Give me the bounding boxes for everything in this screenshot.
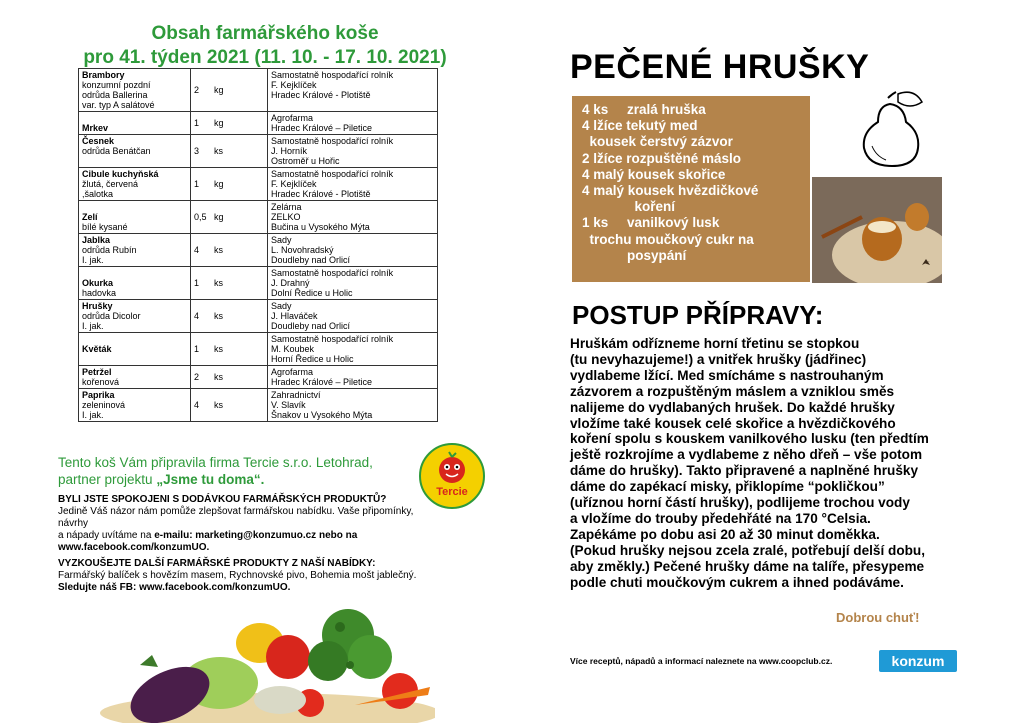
product-line xyxy=(82,268,187,278)
vegetables-image xyxy=(100,595,435,723)
table-row xyxy=(79,201,438,234)
offer-line2: Sledujte náš FB: www.facebook.com/konzumUO. xyxy=(58,582,291,593)
product-line: Česnek xyxy=(82,136,115,146)
product-cell xyxy=(79,267,191,300)
supplier-line: Agrofarma xyxy=(271,113,314,123)
supplier-line: ZELKO xyxy=(271,212,301,222)
product-line: odrůda Benátčan xyxy=(82,146,151,156)
ingredient-line: trochu moučkový cukr na xyxy=(582,231,754,247)
product-line: Jablka xyxy=(82,235,111,245)
supplier-cell xyxy=(268,333,438,366)
quantity-cell: 1 ks xyxy=(191,333,268,366)
ingredient-line: koření xyxy=(582,199,676,215)
product-line: I. jak. xyxy=(82,255,104,265)
product-line: Květák xyxy=(82,344,112,354)
supplier-line: Sady xyxy=(271,301,292,311)
baked-pears-photo xyxy=(812,177,942,283)
product-cell xyxy=(79,333,191,366)
konzum-logo xyxy=(879,650,957,672)
ingredient-line: 4 lžíce tekutý med xyxy=(582,118,698,134)
offer-block xyxy=(58,558,438,594)
product-cell xyxy=(79,168,191,201)
postup-line: aby změkly.) Pečené hrušky dáme na talíře, přesypeme xyxy=(570,558,925,574)
product-line: Zelí xyxy=(82,212,98,222)
supplier-cell xyxy=(268,168,438,201)
supplier-line: Hradec Králové – Piletice xyxy=(271,377,373,387)
supplier-line: Hradec Králové – Piletice xyxy=(271,123,373,133)
postup-text xyxy=(570,336,970,591)
product-cell xyxy=(79,135,191,168)
postup-line: ještě rozkrojíme a vydlabeme z něho dřeň – vše potom xyxy=(570,447,923,463)
offer-heading: VYZKOUŠEJTE DALŠÍ FARMÁŘSKÉ PRODUKTY Z NAŠÍ NABÍDKY: xyxy=(58,558,376,569)
supplier-line: Horní Ředice u Holic xyxy=(271,354,354,364)
basket-title-line1: Obsah farmářského koše xyxy=(151,23,379,44)
supplier-line: Šnakov u Vysokého Mýta xyxy=(271,410,373,420)
product-line xyxy=(82,334,187,344)
supplier-line: Zelárna xyxy=(271,202,302,212)
supplier-cell xyxy=(268,201,438,234)
supplier-cell xyxy=(268,69,438,112)
postup-line: a vložíme do trouby předehřáté na 170 °Celsia. xyxy=(570,510,871,526)
supplier-line: Samostatně hospodařící rolník xyxy=(271,136,394,146)
tercie-note xyxy=(58,454,418,488)
supplier-line: Zahradnictví xyxy=(271,390,321,400)
supplier-cell xyxy=(268,267,438,300)
quantity-cell: 1 kg xyxy=(191,112,268,135)
postup-line: Zapékáme po dobu asi 20 až 30 minut doměkka. xyxy=(570,526,880,542)
quantity-cell: 0,5 kg xyxy=(191,201,268,234)
product-line: I. jak. xyxy=(82,410,104,420)
ingredients-box xyxy=(572,96,810,282)
supplier-line: Samostatně hospodařící rolník xyxy=(271,169,394,179)
product-line: Hrušky xyxy=(82,301,113,311)
supplier-line: Samostatně hospodařící rolník xyxy=(271,70,394,80)
postup-line: zázvorem a rozpuštěným máslem a vzniklou směs xyxy=(570,383,895,399)
product-line: Cibule kuchyňská xyxy=(82,169,159,179)
product-line: Brambory xyxy=(82,70,125,80)
quantity-cell: 3 ks xyxy=(191,135,268,168)
product-line: I. jak. xyxy=(82,321,104,331)
product-cell xyxy=(79,112,191,135)
product-line: odrůda Dicolor xyxy=(82,311,141,321)
table-row xyxy=(79,168,438,201)
supplier-line: Doudleby nad Orlicí xyxy=(271,255,351,265)
product-cell xyxy=(79,234,191,267)
supplier-line: Agrofarma xyxy=(271,367,314,377)
supplier-line: F. Kejklíček xyxy=(271,80,317,90)
quantity-cell: 2 ks xyxy=(191,366,268,389)
product-line: žlutá, červená xyxy=(82,179,139,189)
ingredient-line: 4 ks zralá hruška xyxy=(582,102,706,117)
product-line: Paprika xyxy=(82,390,115,400)
product-line: var. typ A salátové xyxy=(82,100,155,110)
tercie-line1: Tento koš Vám připravila firma Tercie s.r.o. Letohrad, xyxy=(58,455,373,470)
product-line: ,šalotka xyxy=(82,189,114,199)
product-line: hadovka xyxy=(82,288,117,298)
supplier-line: J. Horník xyxy=(271,146,308,156)
postup-title: POSTUP PŘÍPRAVY: xyxy=(572,300,824,330)
product-line: kořenová xyxy=(82,377,120,387)
product-line xyxy=(82,113,187,123)
product-line: bílé kysané xyxy=(82,222,128,232)
feedback-line2 xyxy=(58,530,418,542)
supplier-line: M. Koubek xyxy=(271,344,315,354)
supplier-cell xyxy=(268,300,438,333)
table-row xyxy=(79,234,438,267)
supplier-cell xyxy=(268,135,438,168)
product-line: Mrkev xyxy=(82,123,109,133)
table-row xyxy=(79,69,438,112)
supplier-line: Hradec Králové - Plotiště xyxy=(271,90,371,100)
postup-line: vydlabeme lžící. Med smícháme s nastrouhaným xyxy=(570,367,884,383)
supplier-line: Samostatně hospodařící rolník xyxy=(271,334,394,344)
feedback-line2-prefix: a nápady uvítáme na xyxy=(58,530,155,541)
feedback-line1: Jedině Váš názor nám pomůže zlepšovat farmářskou nabídku. Vaše připomínky, návrhy xyxy=(58,506,414,529)
ingredient-line: kousek čerstvý zázvor xyxy=(582,134,733,150)
supplier-line: Hradec Králové - Plotiště xyxy=(271,189,371,199)
tercie-logo xyxy=(418,442,486,510)
feedback-heading: BYLI JSTE SPOKOJENI S DODÁVKOU FARMÁŘSKÝCH PRODUKTŮ? xyxy=(58,494,387,505)
postup-line: Hruškám odřízneme horní třetinu se stopkou xyxy=(570,336,860,351)
product-line: odrůda Rubín xyxy=(82,245,137,255)
table-row xyxy=(79,300,438,333)
tercie-logo-text: Tercie xyxy=(436,486,468,498)
product-cell xyxy=(79,69,191,112)
footer-text: Více receptů, nápadů a informací naleznete na www.coopclub.cz. xyxy=(570,656,833,666)
table-row xyxy=(79,333,438,366)
feedback-email: e-mailu: marketing@konzumuo.cz nebo na xyxy=(154,530,358,541)
product-line: konzumní pozdní xyxy=(82,80,151,90)
product-cell xyxy=(79,201,191,234)
supplier-line: Doudleby nad Orlicí xyxy=(271,321,351,331)
table-row xyxy=(79,366,438,389)
feedback-block xyxy=(58,494,418,554)
ingredient-line: 2 lžíce rozpuštěné máslo xyxy=(582,150,742,166)
product-line: odrůda Ballerina xyxy=(82,90,148,100)
supplier-line: L. Novohradský xyxy=(271,245,334,255)
product-line xyxy=(82,202,187,212)
postup-line: nalijeme do vydlabaných hrušek. Do každé hrušky xyxy=(570,399,895,415)
quantity-cell: 4 ks xyxy=(191,234,268,267)
product-cell xyxy=(79,300,191,333)
supplier-cell xyxy=(268,366,438,389)
table-row xyxy=(79,135,438,168)
product-cell xyxy=(79,389,191,422)
ingredient-line: 1 ks vanilkový lusk xyxy=(582,215,720,231)
ingredient-line: 4 malý kousek skořice xyxy=(582,166,726,182)
supplier-line: J. Hlaváček xyxy=(271,311,318,321)
product-line: Petržel xyxy=(82,367,112,377)
tercie-line2 xyxy=(58,471,418,488)
dobrou-chut: Dobrou chuť! xyxy=(836,610,920,625)
postup-line: (tu nevyhazujeme!) a vnitřek hrušky (jádřinec) xyxy=(570,351,867,367)
supplier-line: Bučina u Vysokého Mýta xyxy=(271,222,370,232)
supplier-line: Ostroměř u Hořic xyxy=(271,156,340,166)
postup-line: dáme do hrušky). Takto připravené a naplněné hrušky xyxy=(570,463,919,479)
offer-line1: Farmářský balíček s hovězím masem, Rychnovské pivo, Bohemia mošt jablečný. xyxy=(58,570,417,581)
supplier-line: Sady xyxy=(271,235,292,245)
supplier-line: F. Kejklíček xyxy=(271,179,317,189)
postup-line: dáme do zapékací misky, přiklopíme “pokličkou” xyxy=(570,479,885,495)
table-row xyxy=(79,267,438,300)
konzum-logo-text: konzum xyxy=(891,653,945,669)
ingredients-list xyxy=(582,102,800,264)
ingredient-line: posypání xyxy=(582,247,687,263)
postup-line: vložíme také kousek celé skořice a hvězdičkového xyxy=(570,415,896,431)
tercie-line2-prefix: partner projektu xyxy=(58,472,157,487)
postup-line: (uříznou horní částí hrušky), podlijeme trochou vody xyxy=(570,495,910,511)
quantity-cell: 1 kg xyxy=(191,168,268,201)
product-line: Okurka xyxy=(82,278,114,288)
postup-line: (Pokud hrušky nejsou zcela zralé, potřebují delší dobu, xyxy=(570,542,926,558)
postup-line: koření spolu s kouskem vanilkového lusku (ten předtím xyxy=(570,431,929,447)
postup-line: podle chuti moučkovým cukrem a ihned podáváme. xyxy=(570,574,904,590)
recipe-title: PEČENÉ HRUŠKY xyxy=(570,48,870,86)
tercie-slogan: „Jsme tu doma“. xyxy=(156,472,265,487)
supplier-line: Samostatně hospodařící rolník xyxy=(271,268,394,278)
product-cell xyxy=(79,366,191,389)
product-line: zeleninová xyxy=(82,400,126,410)
quantity-cell: 4 ks xyxy=(191,389,268,422)
supplier-cell xyxy=(268,112,438,135)
ingredient-line: 4 malý kousek hvězdičkové xyxy=(582,183,759,199)
feedback-line3: www.facebook.com/konzumUO. xyxy=(58,542,210,553)
supplier-line: J. Drahný xyxy=(271,278,310,288)
supplier-line: V. Slavík xyxy=(271,400,306,410)
quantity-cell: 2 kg xyxy=(191,69,268,112)
basket-title xyxy=(40,22,490,70)
supplier-line: Dolní Ředice u Holic xyxy=(271,288,353,298)
supplier-cell xyxy=(268,389,438,422)
pear-icon xyxy=(852,90,930,170)
table-row xyxy=(79,389,438,422)
table-row xyxy=(79,112,438,135)
products-table xyxy=(78,68,438,422)
basket-title-line2: pro 41. týden 2021 (11. 10. - 17. 10. 2021) xyxy=(83,47,447,68)
quantity-cell: 4 ks xyxy=(191,300,268,333)
supplier-cell xyxy=(268,234,438,267)
quantity-cell: 1 ks xyxy=(191,267,268,300)
